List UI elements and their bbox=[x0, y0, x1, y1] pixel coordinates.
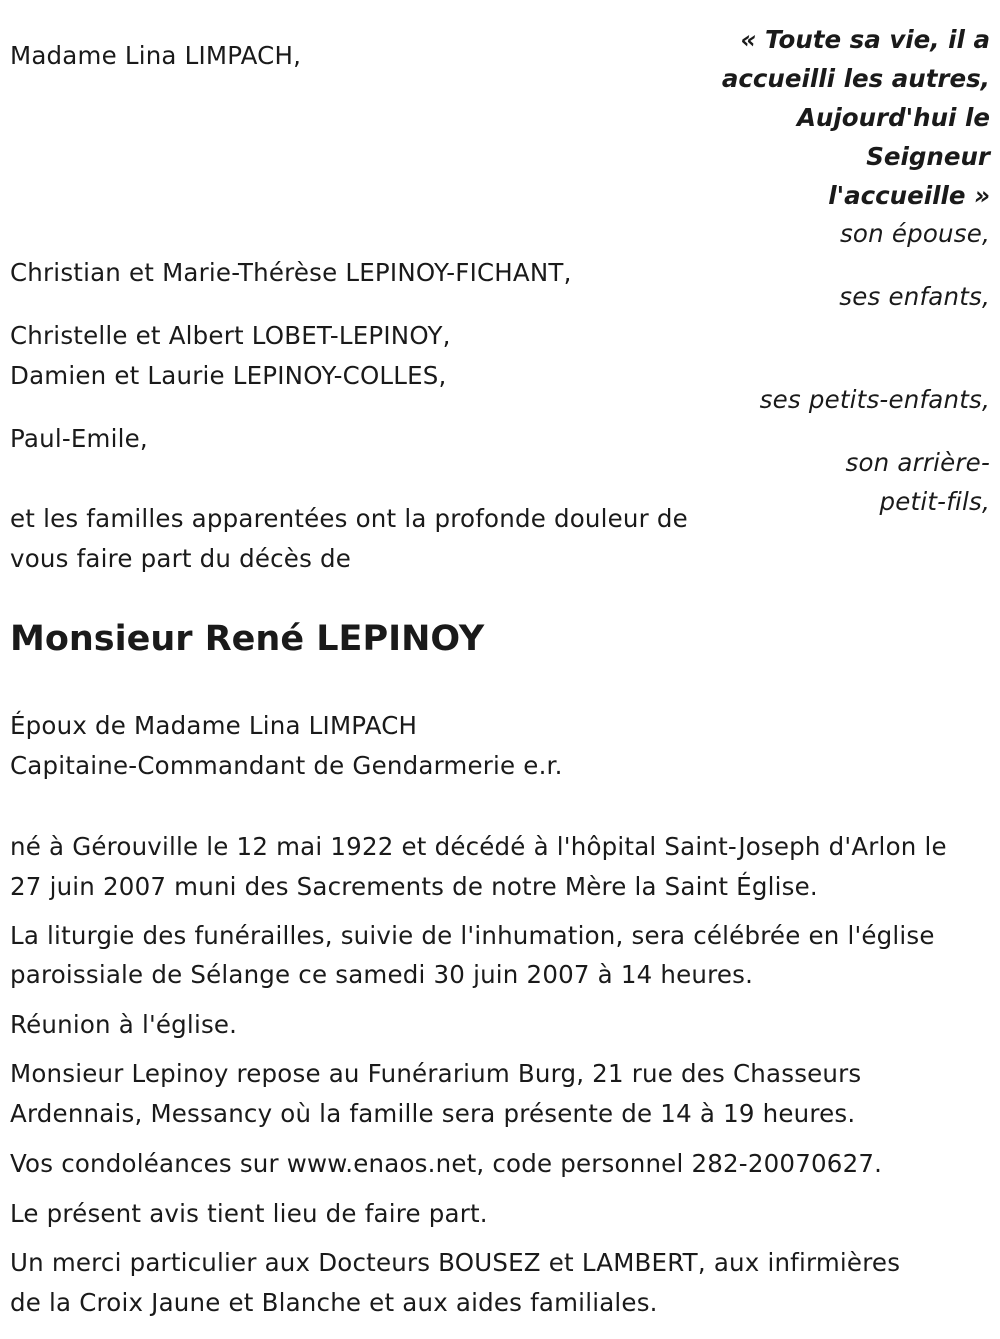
role-great-grandchild-cont: petit-fils, bbox=[879, 487, 990, 516]
details-line: Monsieur Lepinoy repose au Funérarium Burg, 21 rue des Chasseurs bbox=[10, 1059, 862, 1088]
rank-line: Capitaine-Commandant de Gendarmerie e.r. bbox=[10, 751, 563, 780]
deceased-name: Monsieur René LEPINOY bbox=[10, 619, 485, 659]
announcement-line-1: et les familles apparentées ont la profonde douleur de bbox=[10, 504, 688, 533]
details-line: Ardennais, Messancy où la famille sera présente de 14 à 19 heures. bbox=[10, 1099, 856, 1128]
details-line: né à Gérouville le 12 mai 1922 et décédé à l'hôpital Saint-Joseph d'Arlon le bbox=[10, 832, 947, 861]
quote-line: accueilli les autres, bbox=[721, 64, 990, 93]
details-line: 27 juin 2007 muni des Sacrements de notre Mère la Saint Église. bbox=[10, 872, 818, 901]
great-grandchild-name: Paul-Emile, bbox=[10, 424, 148, 453]
details-line: La liturgie des funérailles, suivie de l'inhumation, sera célébrée en l'église bbox=[10, 921, 935, 950]
role-spouse: son épouse, bbox=[839, 219, 990, 248]
details-line: Le présent avis tient lieu de faire part. bbox=[10, 1199, 488, 1228]
details-line: Vos condoléances sur www.enaos.net, code personnel 282-20070627. bbox=[10, 1149, 883, 1178]
details-line: de la Croix Jaune et Blanche et aux aides familiales. bbox=[10, 1288, 658, 1317]
spouse-line: Époux de Madame Lina LIMPACH bbox=[10, 711, 418, 740]
epigraph-quote bbox=[720, 20, 990, 215]
grandchildren-names-2: Damien et Laurie LEPINOY-COLLES, bbox=[10, 361, 447, 390]
children-names: Christian et Marie-Thérèse LEPINOY-FICHANT, bbox=[10, 258, 572, 287]
role-grandchildren: ses petits-enfants, bbox=[759, 385, 990, 414]
role-great-grandchild: son arrière- bbox=[845, 448, 990, 477]
details-line: Réunion à l'église. bbox=[10, 1010, 238, 1039]
announcement-line-2: vous faire part du décès de bbox=[10, 544, 352, 573]
quote-line: « Toute sa vie, il a bbox=[740, 25, 990, 54]
role-children: ses enfants, bbox=[839, 282, 990, 311]
quote-line: l'accueille » bbox=[828, 181, 990, 210]
details-line: Un merci particulier aux Docteurs BOUSEZ et LAMBERT, aux infirmières bbox=[10, 1248, 901, 1277]
quote-line: Seigneur bbox=[866, 142, 990, 171]
quote-line: Aujourd'hui le bbox=[796, 103, 990, 132]
grandchildren-names-1: Christelle et Albert LOBET-LEPINOY, bbox=[10, 321, 451, 350]
details-line: paroissiale de Sélange ce samedi 30 juin 2007 à 14 heures. bbox=[10, 960, 754, 989]
spouse-name: Madame Lina LIMPACH, bbox=[10, 41, 302, 70]
